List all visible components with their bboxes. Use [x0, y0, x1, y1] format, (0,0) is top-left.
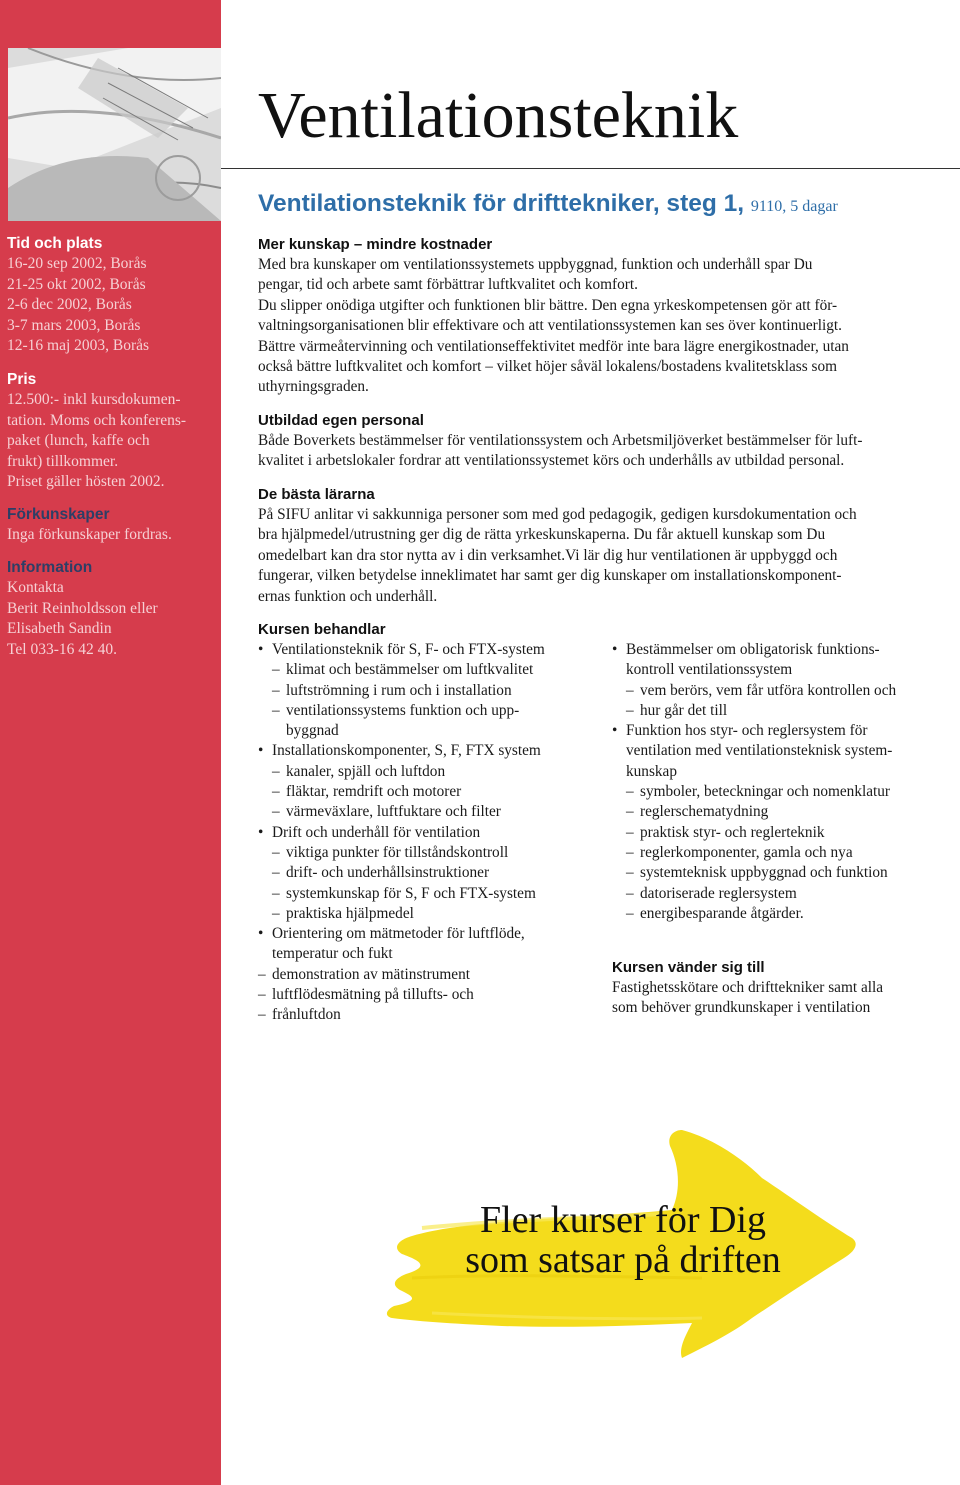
information-heading: Information: [7, 559, 93, 576]
intro-heading: Mer kunskap – mindre kostnader: [258, 236, 493, 253]
date-item: 2-6 dec 2002, Borås: [7, 296, 132, 313]
item-text: reglerkomponenter, gamla och nya: [640, 843, 853, 861]
teachers-line: På SIFU anlitar vi sakkunniga personer som med god pedagogik, gedigen kursdokumentation och: [258, 506, 857, 523]
price-line: Priset gäller hösten 2002.: [7, 473, 165, 490]
item-text: datoriserade reglersystem: [640, 884, 797, 902]
item-text: byggnad: [286, 722, 339, 740]
item-text: Funktion hos styr- och reglersystem för: [626, 722, 868, 740]
sub-item: [258, 681, 603, 701]
dash-icon: –: [626, 864, 634, 882]
blueprint-photo: [8, 48, 221, 221]
sub-item: [258, 802, 603, 822]
bullet-item: [258, 741, 603, 761]
date-item: 3-7 mars 2003, Borås: [7, 316, 141, 334]
time-place-heading: Tid och plats: [7, 235, 103, 252]
dash-icon: –: [626, 843, 634, 861]
item-text: fläktar, remdrift och motorer: [286, 783, 462, 801]
info-line: Kontakta: [7, 579, 64, 596]
staff-line: kvalitet i arbetslokaler fordrar att ventilationssystemet körs och underhålls av utbildad personal.: [258, 452, 845, 470]
sub-item: [258, 701, 603, 721]
price-line: paket (lunch, kaffe och: [7, 432, 150, 449]
info-line: Berit Reinholdsson eller: [7, 599, 158, 617]
item-text: ventilation med ventilationsteknisk system-: [626, 742, 893, 760]
dash-icon: –: [626, 823, 634, 841]
bullet-item: [258, 640, 603, 660]
dash-icon: –: [272, 803, 280, 821]
price-line: 12.500:- inkl kursdokumen-: [7, 391, 181, 408]
sub-item: [258, 762, 603, 782]
audience-line: som behöver grundkunskaper i ventilation: [612, 999, 871, 1017]
audience-heading: Kursen vänder sig till: [612, 959, 765, 976]
promo-line-2: som satsar på driften: [465, 1239, 781, 1281]
dash-icon: –: [626, 783, 634, 801]
section-teachers: [258, 485, 958, 607]
dash-icon: –: [272, 884, 280, 902]
sub-item-continuation: [258, 721, 603, 741]
section-audience: [612, 958, 957, 1019]
sub-item: [258, 965, 603, 985]
section-intro: [258, 235, 958, 398]
sub-item: [612, 681, 957, 701]
sub-item: [258, 782, 603, 802]
intro-line: uthyrningsgraden.: [258, 378, 369, 396]
info-line: Elisabeth Sandin: [7, 620, 112, 637]
prerequisites-heading: Förkunskaper: [7, 506, 110, 523]
item-text: drift- och underhållsinstruktioner: [286, 864, 490, 882]
item-text: symboler, beteckningar och nomenklatur: [640, 783, 891, 801]
intro-line: också bättre luftkvalitet och komfort – vilket höjer såväl lokalens/bostadens kvalitetsklass som: [258, 358, 838, 376]
course-content-left: [258, 640, 603, 1026]
sub-item: [612, 884, 957, 904]
dash-icon: –: [258, 965, 266, 983]
teachers-line: omedelbart kan dra stor nytta av i din verksamhet.Vi lär dig hur ventilationen är uppbyggd och: [258, 546, 838, 564]
item-text: reglerschematydning: [640, 803, 769, 821]
staff-heading: Utbildad egen personal: [258, 412, 424, 429]
dash-icon: –: [258, 1006, 266, 1024]
item-text: energibesparande åtgärder.: [640, 904, 804, 922]
section-staff: [258, 411, 958, 472]
sub-item: [612, 843, 957, 863]
price-block: [7, 370, 212, 493]
dash-icon: –: [626, 681, 634, 699]
blueprint-image: [8, 48, 221, 221]
bullet-icon: •: [258, 641, 264, 658]
sub-item: [612, 802, 957, 822]
sub-item: [258, 843, 603, 863]
bullet-item: [612, 721, 957, 741]
item-text: demonstration av mätinstrument: [272, 965, 470, 983]
information-block: [7, 558, 212, 660]
bullet-icon: •: [258, 925, 264, 943]
item-text: Ventilationsteknik för S, F- och FTX-system: [272, 641, 545, 658]
item-text: praktiska hjälpmedel: [286, 904, 414, 922]
prerequisites-text: Inga förkunskaper fordras.: [7, 526, 172, 543]
dash-icon: –: [272, 783, 280, 801]
teachers-line: fungerar, vilken betydelse inneklimatet har samt ger dig kunskaper om installationskomponent-: [258, 567, 842, 585]
bullet-icon: •: [258, 742, 264, 760]
sub-item: [612, 904, 957, 924]
item-text: Installationskomponenter, S, F, FTX system: [272, 742, 541, 760]
item-text: Drift och underhåll för ventilation: [272, 823, 481, 841]
item-text: luftflödesmätning på tillufts- och: [272, 986, 474, 1004]
dash-icon: –: [272, 701, 280, 719]
info-line: Tel 033-16 42 40.: [7, 640, 117, 658]
title-divider: [221, 168, 960, 169]
date-item: 16-20 sep 2002, Borås: [7, 255, 147, 272]
item-text: viktiga punkter för tillståndskontroll: [286, 843, 509, 861]
item-text: vem berörs, vem får utföra kontrollen och: [640, 681, 897, 699]
bullet-icon: •: [612, 722, 618, 740]
bullet-continuation: [612, 660, 957, 680]
bullet-item: [258, 823, 603, 843]
dash-icon: –: [272, 762, 280, 780]
bullet-icon: •: [258, 823, 264, 841]
page-title: Ventilationsteknik: [258, 79, 739, 152]
price-line: frukt) tillkommer.: [7, 452, 119, 470]
dash-icon: –: [258, 986, 266, 1004]
course-content-heading-block: [258, 620, 598, 640]
date-item: 21-25 okt 2002, Borås: [7, 275, 146, 293]
intro-line: pengar, tid och arbete samt förbättrar luftkvalitet och komfort.: [258, 276, 638, 294]
intro-line: Bättre värmeåtervinning och ventilationseffektivitet medför inte bara lägre energikostnader, utan: [258, 337, 849, 355]
prerequisites-block: [7, 505, 212, 546]
date-item: 12-16 maj 2003, Borås: [7, 337, 150, 354]
item-text: hur går det till: [640, 701, 728, 719]
item-text: kunskap: [626, 762, 677, 780]
teachers-line: bra hjälpmedel/utrustning ger dig de rätta yrkeskunskaperna. Du får aktuell kunskap som Du: [258, 526, 826, 544]
dash-icon: –: [272, 661, 280, 679]
sidebar: [0, 0, 221, 1485]
dash-icon: –: [272, 681, 280, 699]
sub-item: [258, 985, 603, 1005]
intro-line: valtningsorganisationen blir effektivare och att ventilationssystemen kan ses över kontinuerligt.: [258, 317, 842, 335]
item-text: Orientering om mätmetoder för luftflöde,: [272, 925, 525, 943]
bullet-continuation: [612, 741, 957, 761]
dash-icon: –: [626, 701, 634, 719]
item-text: ventilationssystems funktion och upp-: [286, 701, 520, 719]
course-heading: [258, 188, 838, 223]
bullet-item: [258, 924, 603, 944]
dash-icon: –: [272, 864, 280, 882]
bullet-item: [612, 640, 957, 660]
item-text: temperatur och fukt: [272, 945, 393, 963]
item-text: praktisk styr- och reglerteknik: [640, 823, 825, 841]
item-text: kanaler, spjäll och luftdon: [286, 762, 446, 780]
sub-item: [258, 660, 603, 680]
dash-icon: –: [626, 884, 634, 902]
sub-item: [258, 1005, 603, 1025]
sub-item: [258, 884, 603, 904]
item-text: Bestämmelser om obligatorisk funktions-: [626, 641, 880, 658]
sub-item: [612, 863, 957, 883]
sub-item: [258, 863, 603, 883]
intro-line: Du slipper onödiga utgifter och funktionen blir bättre. Den egna yrkeskompetensen gör att för-: [258, 296, 838, 314]
item-text: klimat och bestämmelser om luftkvalitet: [286, 661, 534, 679]
sub-item: [612, 823, 957, 843]
dash-icon: –: [272, 843, 280, 861]
course-content-heading: Kursen behandlar: [258, 621, 386, 638]
dash-icon: –: [272, 904, 280, 922]
course-content-right: [612, 640, 957, 924]
sub-item: [612, 782, 957, 802]
item-text: värmeväxlare, luftfuktare och filter: [286, 803, 501, 821]
audience-line: Fastighetsskötare och drifttekniker samt alla: [612, 979, 884, 996]
item-text: kontroll ventilationssystem: [626, 661, 793, 679]
sub-item: [258, 904, 603, 924]
dash-icon: –: [626, 803, 634, 821]
item-text: systemteknisk uppbyggnad och funktion: [640, 864, 888, 882]
teachers-heading: De bästa lärarna: [258, 486, 375, 503]
price-line: tation. Moms och konferens-: [7, 411, 187, 429]
teachers-line: ernas funktion och underhåll.: [258, 587, 438, 605]
course-meta: 9110, 5 dagar: [750, 198, 838, 215]
time-place-block: [7, 234, 212, 357]
dash-icon: –: [626, 904, 634, 922]
staff-line: Både Boverkets bestämmelser för ventilationssystem och Arbetsmiljöverket bestämmelser för luft-: [258, 432, 863, 449]
sub-item: [612, 701, 957, 721]
intro-line: Med bra kunskaper om ventilationssystemets uppbyggnad, funktion och underhåll spar Du: [258, 256, 813, 273]
promo-line-1: Fler kurser för Dig: [480, 1199, 766, 1241]
promo-text: [438, 1200, 808, 1280]
item-text: frånluftdon: [272, 1006, 341, 1024]
item-text: luftströmning i rum och i installation: [286, 681, 512, 699]
bullet-continuation: [258, 944, 603, 964]
bullet-icon: •: [612, 641, 618, 658]
course-heading-text: Ventilationsteknik för drifttekniker, steg 1,: [258, 190, 745, 217]
bullet-continuation: [612, 762, 957, 782]
item-text: systemkunskap för S, F och FTX-system: [286, 884, 536, 902]
price-heading: Pris: [7, 371, 37, 388]
